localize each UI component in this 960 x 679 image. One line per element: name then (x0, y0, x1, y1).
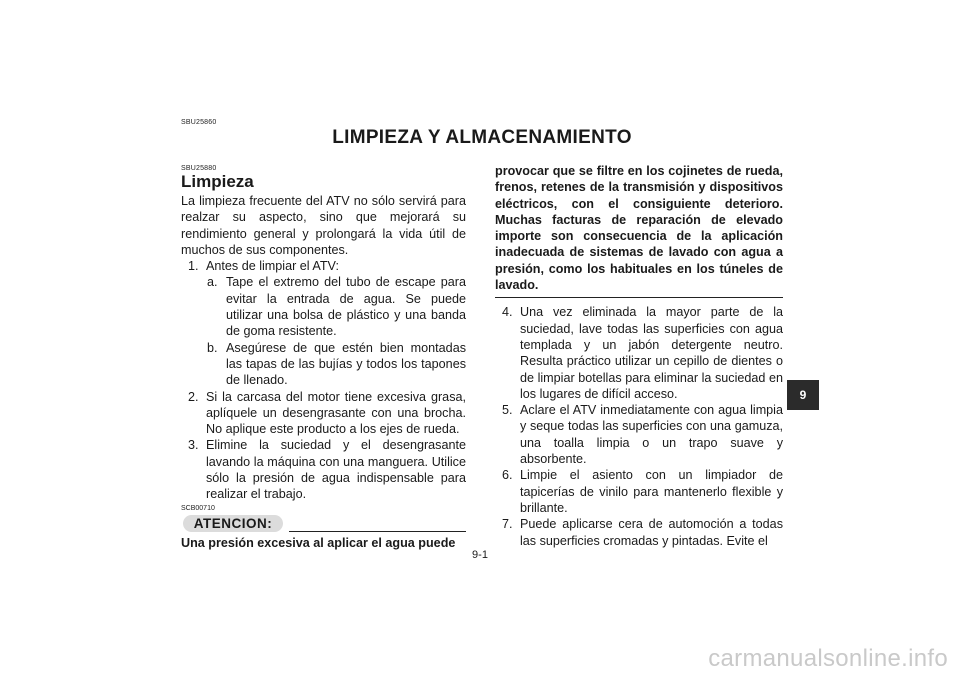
list-item-number: b. (207, 340, 218, 355)
left-column (181, 193, 466, 551)
list-item-text: Asegúrese de que estén bien montadas las tapas de las bujías y todos los tapones de llenado. (226, 340, 466, 388)
chapter-tab: 9 (787, 380, 819, 410)
list-item-number: a. (207, 275, 218, 290)
list-item-text: Una vez eliminada la mayor parte de la suciedad, lave todas las superficies con agua templada y un jabón detergente neutro. Resulta práctico utilizar un cepillo de dientes o de limpiar botellas para eliminar la suciedad en los lugares de difícil acceso. (520, 305, 783, 401)
list-item (181, 274, 466, 339)
caution-text: Una presión excesiva al aplicar el agua puede (181, 535, 456, 550)
list-item-number: 5. (502, 403, 513, 418)
list-item (495, 467, 783, 516)
caution-end-rule (495, 297, 783, 298)
list-item-number: 7. (502, 517, 513, 532)
right-column (495, 163, 783, 549)
list-item-text: Antes de limpiar el ATV: (206, 259, 339, 274)
list-item-text: Elimine la suciedad y el desengrasante lavando la máquina con una manguera. Utilice sólo la presión de agua indispensable para realizar el trabajo. (206, 438, 466, 502)
list-item (495, 304, 783, 402)
caution-header (181, 515, 466, 533)
document-code: SBU25860 (181, 119, 217, 126)
page-number: 9-1 (472, 549, 488, 561)
list-item-text: Aclare el ATV inmediatamente con agua limpia y seque todas las superficies con una gamuza, una toalla limpia o un trapo suave y absorbente. (520, 403, 783, 467)
list-item-number: 3. (188, 438, 199, 453)
list-item-text: Puede aplicarse cera de automoción a todas las superficies cromadas y pintadas. Evite el (520, 517, 783, 548)
caution-text-continued: provocar que se filtre en los cojinetes de rueda, frenos, retenes de la transmisión y dispositivos eléctricos, con el consiguiente deterioro. Muchas facturas de reparación de elevado importe son consecuencia de la aplicación inadecuada de sistemas de lavado con agua a presión, como los habituales en los túneles de lavado. (495, 164, 783, 293)
list-item (181, 258, 466, 274)
list-item (495, 516, 783, 549)
list-item (181, 389, 466, 438)
list-item-number: 2. (188, 389, 199, 404)
caution-rule (289, 531, 466, 532)
caution-code: SCB00710 (181, 504, 215, 512)
list-item (181, 437, 466, 502)
list-item-text: Limpie el asiento con un limpiador de tapicerías de vinilo para mantenerlo flexible y brillante. (520, 468, 783, 515)
caution-label: ATENCION: (183, 515, 283, 532)
watermark: carmanualsonline.info (708, 645, 948, 672)
section-code: SBU25880 (181, 165, 217, 172)
list-item (181, 340, 466, 389)
section-heading: Limpieza (181, 172, 254, 191)
list-item-number: 1. (188, 259, 199, 274)
list-item-text: Tape el extremo del tubo de escape para evitar la entrada de agua. Se puede utilizar una bolsa de plástico y una banda de goma resistente. (226, 275, 466, 339)
list-item-number: 6. (502, 468, 513, 483)
list-item (495, 402, 783, 467)
list-item-number: 4. (502, 305, 513, 320)
intro-paragraph: La limpieza frecuente del ATV no sólo servirá para realzar su aspecto, sino que mejorará su rendimiento general y prolongará la vida útil de muchos de sus componentes. (181, 194, 466, 257)
list-item-text: Si la carcasa del motor tiene excesiva grasa, aplíquele un desengrasante con una brocha. No aplique este producto a los ejes de rueda. (206, 389, 466, 437)
page-title: LIMPIEZA Y ALMACENAMIENTO (332, 127, 632, 148)
